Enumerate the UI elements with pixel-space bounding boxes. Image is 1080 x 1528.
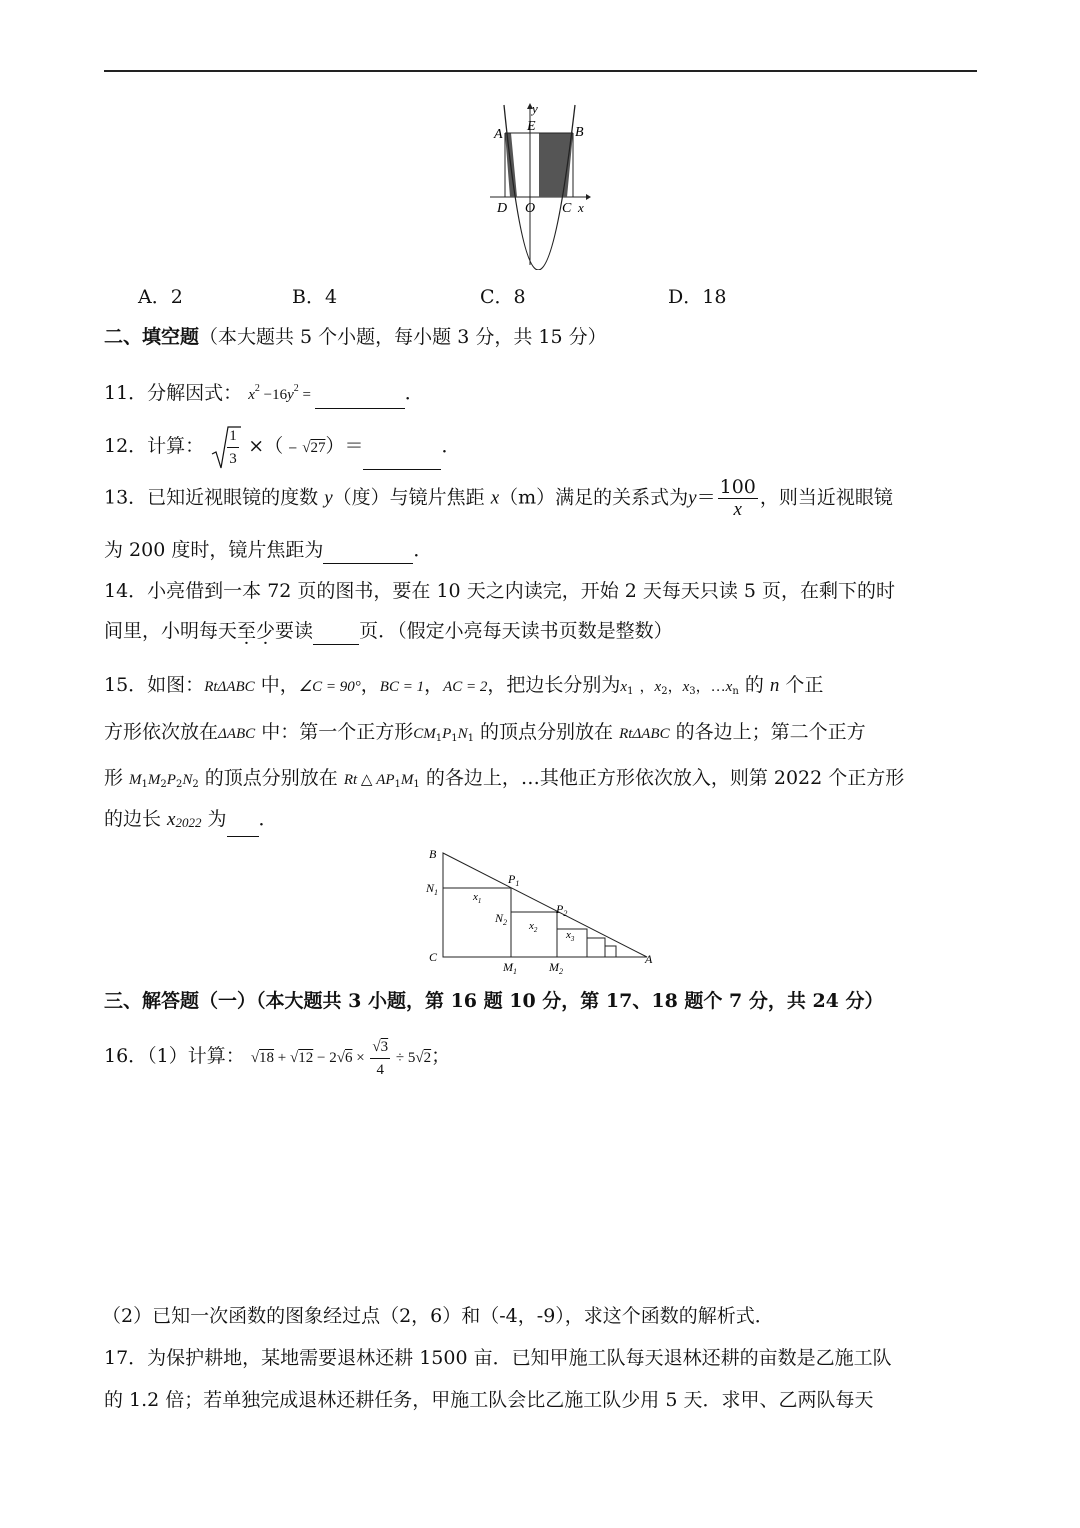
q13-answer-blank <box>323 545 413 564</box>
section-3-heading: 三、解答题（一）（本大题共 3 小题，第 16 题 10 分，第 17、18 题个 7 分，共 24 分） <box>104 990 884 1012</box>
question-14-line1: 14．小亮借到一本 72 页的图书，要在 10 天之内读完，开始 2 天每天只读 5 页，在剩下的时 <box>104 580 896 602</box>
q12-prefix: 12．计算： <box>104 435 205 457</box>
q14-answer-blank <box>313 626 359 645</box>
q13-fraction: $\frac{100}{x}$ <box>719 476 756 520</box>
question-15-line2: 方形依次放在ΔABC 中：第一个正方形$CM_1P_1N_1$ 的顶点分别放在 RtΔABC 的各边上；第二个正方 <box>104 721 866 744</box>
q15-answer-blank <box>227 818 259 837</box>
question-13-line1: 13．已知近视眼镜的度数 y（度）与镜片焦距 x（m）满足的关系式为y＝ $\frac{100}{x}$ ，则当近视眼镜 <box>104 476 893 520</box>
fig2-label-M2: $M_2$ <box>549 960 563 975</box>
label-C: C <box>562 201 572 216</box>
q11-prefix: 11．分解因式： <box>104 382 243 404</box>
question-15-line3: 形 $M_1M_2P_2N_2$ 的顶点分别放在 Rt △ $AP_1M_1$ 的各边上，…其他正方形依次放入，则第 2022 个正方形 <box>104 767 905 790</box>
fig2-label-P2: $P_2$ <box>556 902 568 918</box>
parabola-figure <box>485 100 595 270</box>
fig2-label-x3: $x_3$ <box>566 929 575 943</box>
label-A: A <box>494 127 503 142</box>
question-11: 11．分解因式： $x^2 -16y^2$ = ． <box>104 375 424 409</box>
fig2-label-C: C <box>429 950 438 964</box>
fig2-label-A: A <box>645 952 653 966</box>
fig2-label-x1: $x_1$ <box>473 891 482 905</box>
section-2-note: （本大题共 5 个小题，每小题 3 分，共 15 分） <box>199 326 607 348</box>
fig2-label-N1: $N_1$ <box>426 881 439 897</box>
question-12: 12．计算： $\frac{1}{3}$ ×（﹣√27）＝ ． <box>104 424 460 470</box>
fig2-label-B: B <box>429 847 437 861</box>
question-17-line1: 17．为保护耕地，某地需要退林还耕 1500 亩．已知甲施工队每天退林还耕的亩数是乙施工队 <box>104 1347 892 1369</box>
label-E: E <box>527 119 536 134</box>
q12-answer-blank <box>363 451 441 470</box>
header-rule <box>104 70 977 72</box>
option-c: C．8 <box>480 286 526 308</box>
label-y: y <box>532 101 538 116</box>
question-14-line2: 间里，小明每天至少要读 页．（假定小亮每天读书页数是整数） <box>104 617 673 645</box>
question-16-part1: 16．（1）计算： √18 + √12 − 2√6 × $\frac{√3}{4}$ ÷ 5√2； <box>104 1036 450 1081</box>
label-B: B <box>575 125 584 140</box>
q11-expression: $x^2 -16y^2$ = <box>248 383 315 403</box>
fig2-label-N2: $N_2$ <box>495 911 508 927</box>
section-2-heading <box>104 323 607 351</box>
label-O: O <box>525 201 536 216</box>
q12-sqrt-frac: $\frac{1}{3}$ <box>210 424 242 470</box>
fig2-label-M1: $M_1$ <box>503 960 517 975</box>
option-b: B．4 <box>292 286 338 308</box>
fig2-label-x2: $x_2$ <box>529 920 538 934</box>
question-15-line4: 的边长 x2022 为 ． <box>104 805 278 837</box>
q16-expression: √18 + √12 − 2√6 × $\frac{√3}{4}$ ÷ 5√2 <box>251 1050 431 1066</box>
triangle-squares-figure <box>425 845 665 975</box>
question-13-line2: 为 200 度时，镜片焦距为 ． <box>104 536 432 564</box>
section-2-title: 二、填空题 <box>104 326 200 348</box>
question-16-part2: （2）已知一次函数的图象经过点（2，6）和（-4，-9），求这个函数的解析式． <box>102 1305 774 1327</box>
option-d: D．18 <box>668 286 727 308</box>
question-15-line1: 15．如图：RtΔABC 中，∠C = 90°，BC = 1，AC = 2，把边长分别为$x_1$ ，$x_2$，$x_3$，$\dots x_n$ 的 n 个正 <box>104 674 824 697</box>
q11-answer-blank <box>315 390 405 409</box>
fig2-label-P1: $P_1$ <box>508 872 520 888</box>
q12-sqrt27: √27 <box>302 440 326 456</box>
label-D: D <box>497 201 508 216</box>
label-x: x <box>578 200 584 215</box>
question-17-line2: 的 1.2 倍；若单独完成退林还耕任务，甲施工队会比乙施工队少用 5 天．求甲、乙两队每天 <box>104 1389 874 1411</box>
option-a: A．2 <box>138 286 183 308</box>
